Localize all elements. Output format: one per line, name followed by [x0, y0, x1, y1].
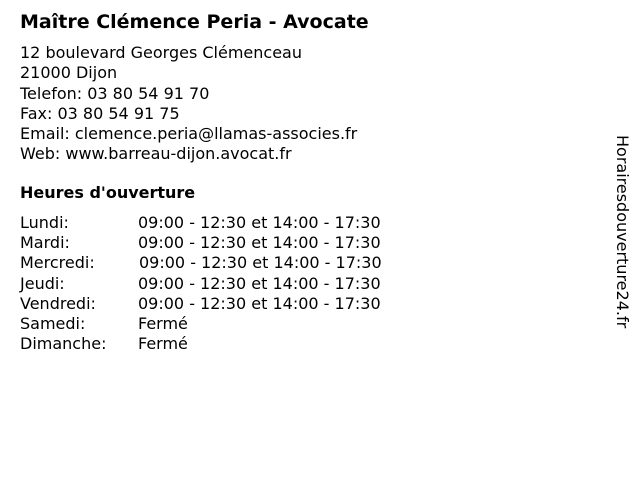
- day-label: Dimanche:: [20, 334, 107, 354]
- day-label: Mercredi:: [20, 253, 95, 273]
- contact-info: [20, 43, 357, 165]
- address-city: 21000 Dijon: [20, 63, 118, 83]
- email-address: Email: clemence.peria@llamas-associes.fr: [20, 124, 358, 144]
- day-hours: 09:00 - 12:30 et 14:00 - 17:30: [138, 273, 381, 293]
- phone-number: Telefon: 03 80 54 91 70: [20, 83, 210, 103]
- day-hours: Fermé: [138, 334, 188, 354]
- day-label: Samedi:: [20, 313, 86, 333]
- day-label: Vendredi:: [20, 293, 96, 313]
- day-hours: 09:00 - 12:30 et 14:00 - 17:30: [139, 253, 382, 273]
- site-watermark: [612, 135, 636, 375]
- day-label: Mardi:: [20, 233, 70, 253]
- day-hours: Fermé: [138, 313, 188, 333]
- site-watermark-text: Horairesdouverture24.fr: [613, 135, 632, 329]
- day-hours: 09:00 - 12:30 et 14:00 - 17:30: [138, 233, 381, 253]
- day-hours: 09:00 - 12:30 et 14:00 - 17:30: [138, 213, 381, 232]
- day-label: Jeudi:: [20, 273, 65, 293]
- fax-number: Fax: 03 80 54 91 75: [20, 103, 180, 123]
- day-label: Lundi:: [20, 213, 69, 232]
- day-hours: 09:00 - 12:30 et 14:00 - 17:30: [138, 293, 381, 313]
- page-title: Maître Clémence Peria - Avocate: [20, 11, 369, 33]
- opening-hours-heading: Heures d'ouverture: [20, 183, 196, 202]
- address-street: 12 boulevard Georges Clémenceau: [20, 43, 302, 62]
- website-url: Web: www.barreau-dijon.avocat.fr: [20, 144, 292, 164]
